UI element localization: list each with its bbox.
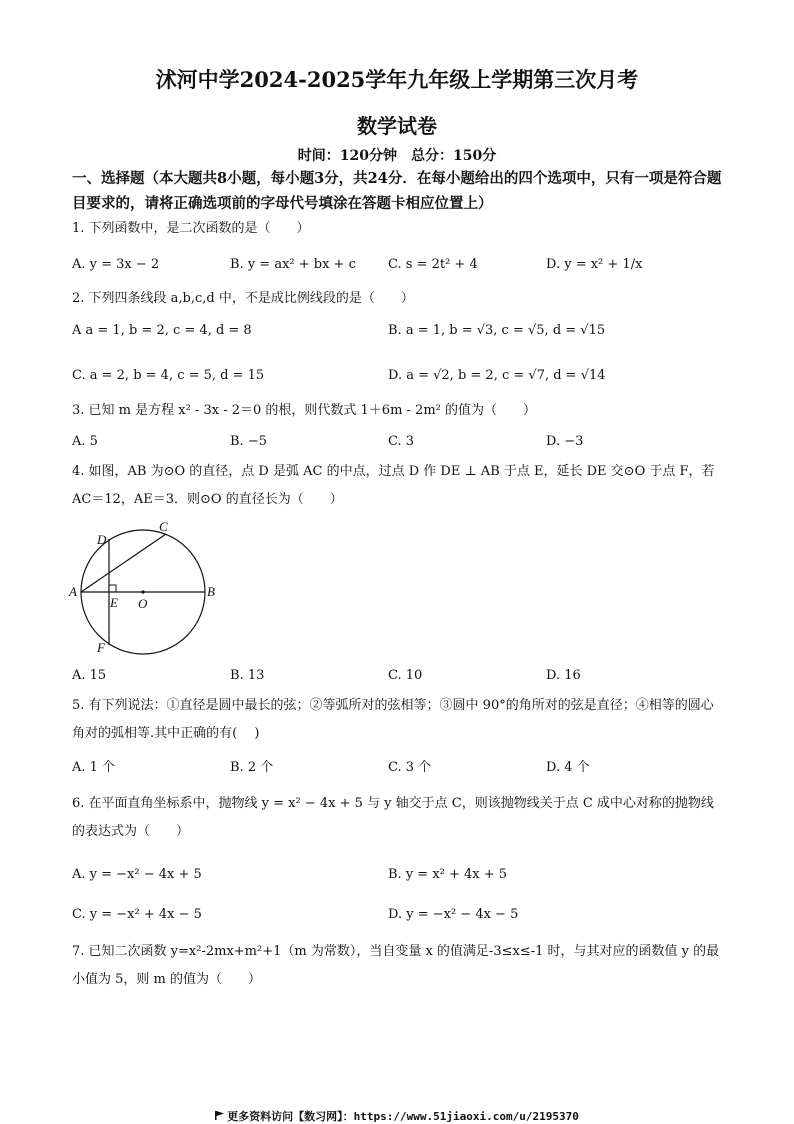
question-6-option-b: B. y = x² + 4x + 5 [388,867,508,882]
question-6-option-c: C. y = −x² + 4x − 5 [72,907,202,922]
question-3-option-a: A. 5 [72,434,98,449]
question-7-stem: 7. 已知二次函数 y=x²-2mx+m²+1（m 为常数），当自变量 x 的值满足-3≤x≤-1 时，与其对应的函数值 y 的最小值为 5，则 m 的值为（ ） [72,944,720,987]
right-angle-mark [109,585,116,592]
question-6-option-d: D. y = −x² − 4x − 5 [388,907,519,922]
question-3-option-d: D. −3 [546,434,584,449]
label-d: D [97,532,107,547]
question-1-stem: 1. 下列函数中，是二次函数的是（ ） [72,221,310,236]
label-a: A [69,584,77,599]
question-1-option-c: C. s = 2t² + 4 [388,257,478,272]
page-subtitle: 数学试卷 [357,114,437,138]
section-heading: 一、选择题（本大题共8小题，每小题3分，共24分．在每小题给出的四个选项中，只有一项是符合题目要求的，请将正确选项前的字母代号填涂在答题卡相应位置上） [72,170,722,212]
question-5-option-a: A. 1 个 [72,760,116,775]
label-b: B [207,584,215,599]
question-6-stem: 6. 在平面直角坐标系中，抛物线 y = x² − 4x + 5 与 y 轴交于点 C，则该抛物线关于点 C 成中心对称的抛物线的表达式为（ ） [72,796,714,839]
question-4-option-d: D. 16 [546,668,581,683]
question-2-option-d: D. a = √2, b = 2, c = √7, d = √14 [388,368,606,383]
question-4-option-a: A. 15 [72,668,107,683]
question-4-option-c: C. 10 [388,668,423,683]
exam-meta: 时间：120分钟 总分：150分 [297,148,497,164]
question-2-option-c: C. a = 2, b = 4, c = 5, d = 15 [72,368,265,383]
label-e: E [110,595,118,610]
center-point [141,590,144,593]
footer-banner[interactable] [0,1108,794,1124]
chord-ac [81,534,166,592]
question-2-option-b: B. a = 1, b = √3, c = √5, d = √15 [388,323,606,338]
question-1-option-d: D. y = x² + 1/x [546,257,643,272]
flag-icon [215,1110,224,1119]
label-f: F [97,640,105,655]
question-2-option-a: A a = 1, b = 2, c = 4, d = 8 [72,323,252,338]
question-3-option-c: C. 3 [388,434,415,449]
question-4-option-b: B. 13 [230,668,265,683]
question-1-option-a: A. y = 3x − 2 [72,257,160,272]
question-5-option-b: B. 2 个 [230,760,274,775]
page-title: 沭河中学2024-2025学年九年级上学期第三次月考 [155,67,639,92]
question-3-stem: 3. 已知 m 是方程 x² - 3x - 2＝0 的根，则代数式 1＋6m - 2m² 的值为（ ） [72,403,536,418]
label-c: C [159,519,168,534]
question-4-stem: 4. 如图，AB 为⊙O 的直径，点 D 是弧 AC 的中点，过点 D 作 DE ⊥ AB 于点 E，延长 DE 交⊙O 于点 F，若 AC＝12，AE＝3．则⊙O 的直径长为（ ） [72,464,715,507]
question-3-option-b: B. −5 [230,434,267,449]
question-5-option-d: D. 4 个 [546,760,590,775]
label-o: O [138,596,148,611]
circle-geometry-figure [64,516,234,656]
footer-link-text[interactable]: 更多资料访问【数习网】：https://www.51jiaoxi.com/u/2195370 [227,1110,579,1123]
question-5-option-c: C. 3 个 [388,760,432,775]
question-6-option-a: A. y = −x² − 4x + 5 [72,867,202,882]
question-5-stem: 5. 有下列说法：①直径是圆中最长的弦；②等弧所对的弦相等；③圆中 90°的角所对的弦是直径；④相等的圆心角对的弧相等.其中正确的有( ) [72,698,714,741]
question-2-stem: 2. 下列四条线段 a,b,c,d 中，不是成比例线段的是（ ） [72,291,414,306]
question-1-option-b: B. y = ax² + bx + c [230,257,356,272]
